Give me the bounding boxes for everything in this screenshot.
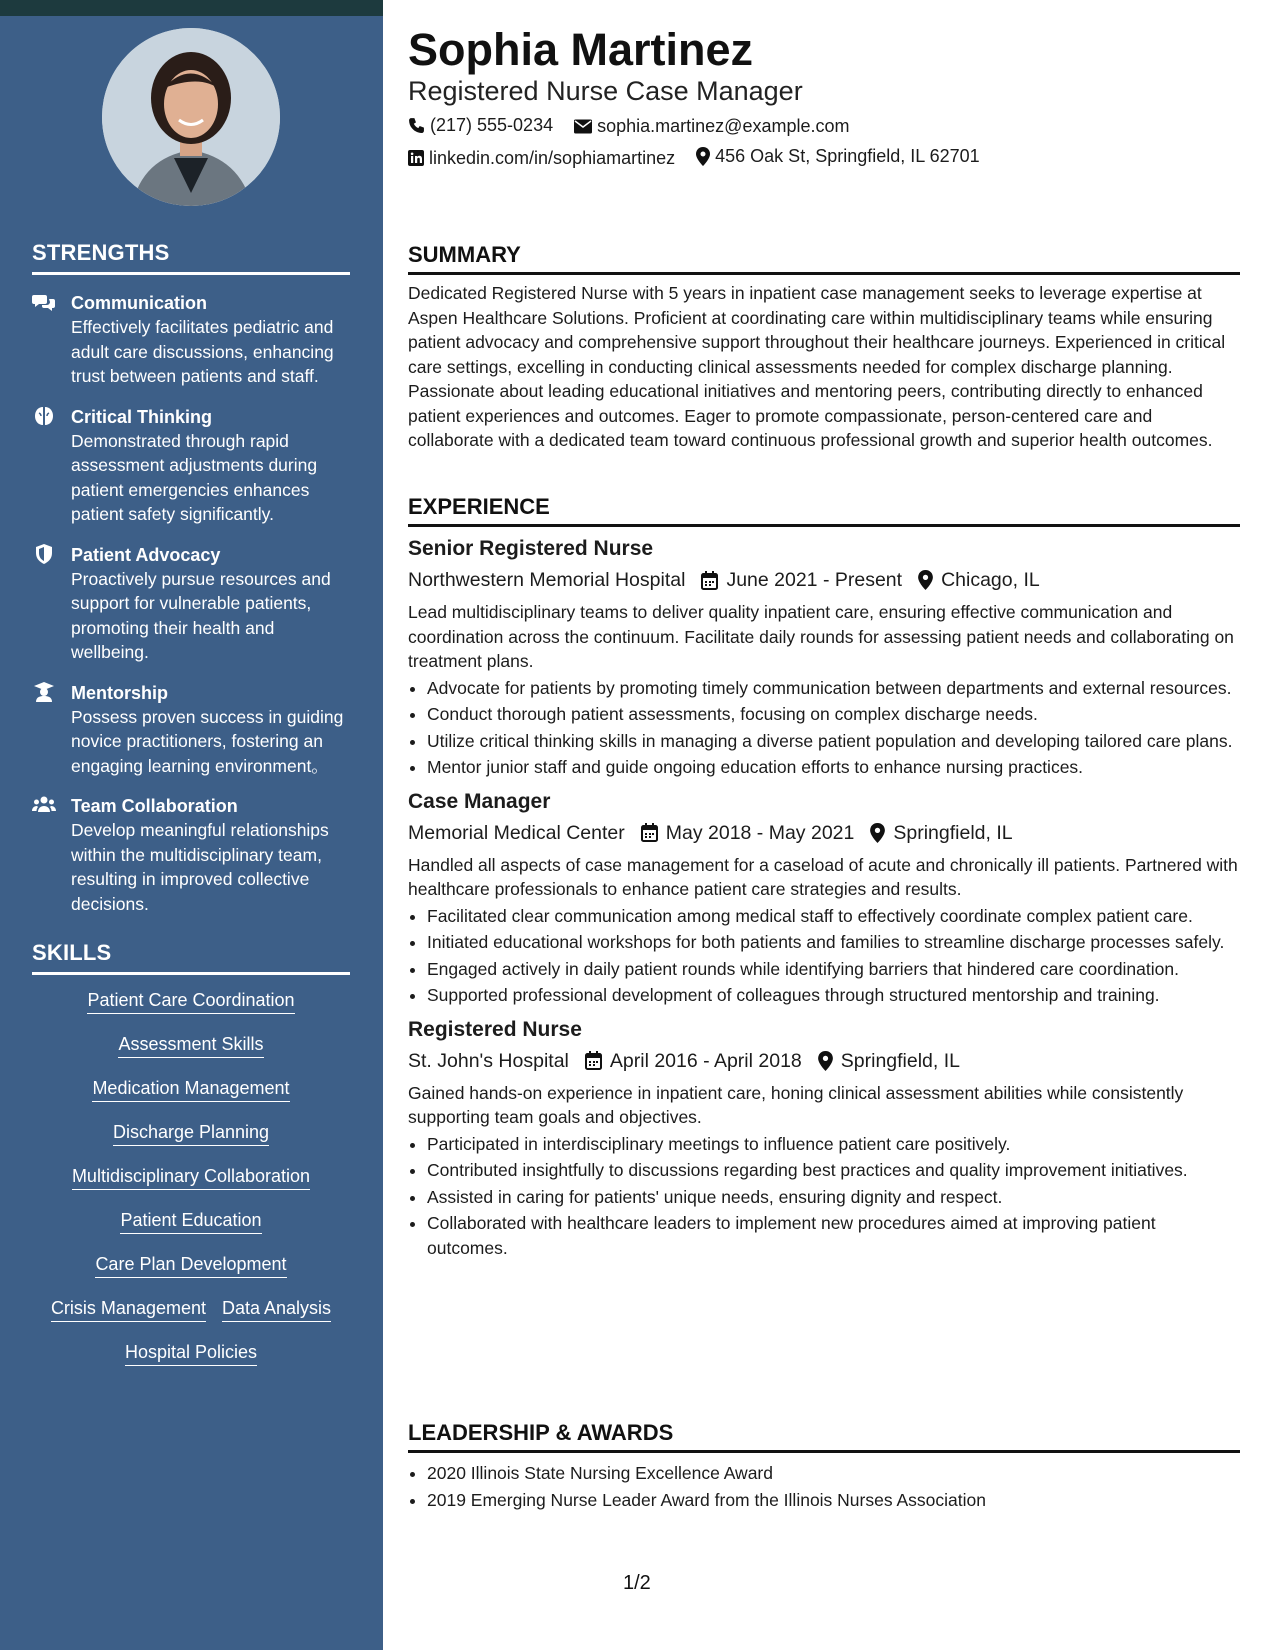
job-dates: June 2021 - Present xyxy=(726,569,903,591)
employer: Northwestern Memorial Hospital xyxy=(408,569,686,591)
email-address: sophia.martinez@example.com xyxy=(597,116,850,136)
job-bullet: • Initiated educational workshops for both patients and families to streamline discharge processes safely. xyxy=(427,930,1240,955)
skill-tag: Care Plan Development xyxy=(95,1253,286,1278)
linkedin-contact[interactable] xyxy=(408,146,675,170)
award-item: • 2019 Emerging Nurse Leader Award from the Illinois Nurses Association xyxy=(427,1488,1240,1513)
users-icon xyxy=(32,795,56,815)
skill-tag: Crisis Management xyxy=(51,1297,206,1322)
map-marker-icon xyxy=(818,1051,833,1071)
skill-tag: Patient Education xyxy=(120,1209,261,1234)
job-bullets xyxy=(408,1132,1240,1261)
job-bullet: • Supported professional development of colleagues through structured mentorship and training. xyxy=(427,983,1240,1008)
job-title: Registered Nurse xyxy=(408,1017,582,1041)
job-meta xyxy=(408,1047,1240,1075)
calendar-icon xyxy=(585,1051,602,1070)
job-bullets xyxy=(408,904,1240,1008)
skill-tag: Patient Care Coordination xyxy=(87,989,294,1014)
leadership-section xyxy=(408,1420,1240,1514)
employer: St. John's Hospital xyxy=(408,1049,569,1072)
strength-description: Proactively pursue resources and support for vulnerable patients, promoting their health and wellbeing. xyxy=(71,568,331,662)
job-bullet: • Engaged actively in daily patient rounds while identifying barriers that hindered care coordination. xyxy=(427,957,1240,982)
job-bullet: • Participated in interdisciplinary meetings to influence patient care positively. xyxy=(427,1132,1240,1157)
job-entry xyxy=(408,788,1240,1008)
strength-item xyxy=(32,543,350,665)
strength-item xyxy=(32,405,350,527)
page-number: 1/2 xyxy=(623,1572,651,1594)
job-location: Chicago, IL xyxy=(941,569,1040,591)
skill-tag: Multidisciplinary Collaboration xyxy=(72,1165,310,1190)
job-dates: April 2016 - April 2018 xyxy=(609,1049,802,1072)
strength-item xyxy=(32,681,350,779)
top-accent-bar xyxy=(0,0,383,16)
experience-heading: EXPERIENCE xyxy=(408,494,1240,527)
strength-item xyxy=(32,794,350,916)
skills-list xyxy=(32,989,350,1366)
calendar-icon xyxy=(641,823,658,842)
summary-text: Dedicated Registered Nurse with 5 years in inpatient case management seeks to leverage expertise at Aspen Healthcare Solutions. Proficient at coordinating care within multidisciplinary teams while ensuring patient advocacy and comprehensive support throughout their healthcare journeys. Experienced in critical care settings, excelling in conducting clinical assessments needed for complex discharge planning. Passionate about leading educational initiatives and mentoring peers, contributing directly to enhanced patient experiences and outcomes. Eager to promote compassionate, person-centered care and collaborate with a dedicated team toward continuous professional growth and superior health outcomes. xyxy=(408,283,1226,450)
linkedin-url: linkedin.com/in/sophiamartinez xyxy=(429,147,676,168)
job-location: Springfield, IL xyxy=(840,1049,961,1072)
job-bullet: • Facilitated clear communication among medical staff to effectively coordinate complex patient care. xyxy=(427,904,1240,929)
award-item: • 2020 Illinois State Nursing Excellence Award xyxy=(427,1461,1240,1486)
job-description: Lead multidisciplinary teams to deliver quality inpatient care, ensuring effective communication and coordination across the continuum. Facilitate daily rounds for assessing patient needs and collaborating on treatment plans. xyxy=(408,602,1234,671)
strength-item xyxy=(32,291,350,389)
phone-icon xyxy=(408,117,425,134)
job-title: Senior Registered Nurse xyxy=(408,537,654,560)
strengths-heading: STRENGTHS xyxy=(32,240,350,275)
strength-description: Demonstrated through rapid assessment adjustments during patient emergencies enhances patient safety significantly. xyxy=(71,430,318,524)
job-entry xyxy=(408,535,1240,780)
sidebar xyxy=(0,16,383,1650)
graduate-icon xyxy=(32,682,56,702)
contact-row xyxy=(408,144,996,172)
calendar-icon xyxy=(701,571,718,590)
address-text: 456 Oak St, Springfield, IL 62701 xyxy=(715,146,980,166)
job-entry xyxy=(408,1016,1240,1261)
skill-tag: Assessment Skills xyxy=(118,1033,263,1058)
job-bullets xyxy=(408,676,1240,780)
strengths-section xyxy=(32,240,350,916)
linkedin-icon xyxy=(408,150,424,166)
job-bullet: • Assisted in caring for patients' unique needs, ensuring dignity and respect. xyxy=(427,1185,1240,1210)
job-location: Springfield, IL xyxy=(893,821,1013,844)
strength-description: Develop meaningful relationships within the multidisciplinary team, resulting in improved collective decisions. xyxy=(71,820,329,914)
phone-number: (217) 555-0234 xyxy=(430,115,554,135)
email-contact[interactable] xyxy=(574,114,849,138)
employer: Memorial Medical Center xyxy=(408,821,625,844)
envelope-icon xyxy=(574,119,592,134)
job-bullet: • Utilize critical thinking skills in managing a diverse patient population and developing tailored care plans. xyxy=(427,729,1240,754)
comments-icon xyxy=(32,292,56,312)
skill-tag: Discharge Planning xyxy=(113,1121,269,1146)
job-description: Gained hands-on experience in inpatient care, honing clinical assessment abilities while consistently supporting team goals and objectives. xyxy=(408,1082,1184,1127)
job-dates: May 2018 - May 2021 xyxy=(665,821,855,844)
candidate-name: Sophia Martinez xyxy=(408,24,754,75)
brain-icon xyxy=(32,406,56,426)
job-meta xyxy=(408,819,1240,847)
skills-section xyxy=(32,940,350,1385)
address-contact xyxy=(696,144,980,168)
phone-contact[interactable] xyxy=(408,113,553,137)
skills-heading: SKILLS xyxy=(32,940,350,975)
awards-list xyxy=(408,1461,1240,1512)
strength-name: Patient Advocacy xyxy=(71,544,221,565)
shield-icon xyxy=(32,544,56,564)
summary-heading: SUMMARY xyxy=(408,242,1240,275)
job-bullet: • Collaborated with healthcare leaders to implement new procedures aimed at improving patient outcomes. xyxy=(427,1211,1240,1260)
strength-name: Mentorship xyxy=(71,682,168,703)
map-marker-icon xyxy=(870,823,885,843)
map-marker-icon xyxy=(918,570,933,590)
job-bullet: • Contributed insightfully to discussions regarding best practices and quality improvement initiatives. xyxy=(427,1158,1240,1183)
strength-description: Effectively facilitates pediatric and adult care discussions, enhancing trust between patients and staff. xyxy=(71,317,334,386)
job-bullet: • Conduct thorough patient assessments, focusing on complex discharge needs. xyxy=(427,702,1240,727)
leadership-heading: LEADERSHIP & AWARDS xyxy=(408,1420,1240,1453)
skill-tag: Hospital Policies xyxy=(125,1341,257,1366)
strength-description: Possess proven success in guiding novice practitioners, fostering an engaging learning environment。 xyxy=(71,706,344,776)
job-title: Case Manager xyxy=(408,789,551,813)
strength-name: Team Collaboration xyxy=(71,796,238,816)
job-bullet: • Advocate for patients by promoting timely communication between departments and external resources. xyxy=(427,676,1240,701)
profile-photo xyxy=(102,28,280,206)
job-headline: Registered Nurse Case Manager xyxy=(408,76,803,106)
job-bullet: • Mentor junior staff and guide ongoing education efforts to enhance nursing practices. xyxy=(427,755,1240,780)
map-marker-icon xyxy=(696,147,710,166)
skill-tag: Data Analysis xyxy=(222,1297,331,1322)
job-meta xyxy=(408,566,1240,594)
strength-name: Communication xyxy=(71,293,208,313)
experience-section xyxy=(408,494,1240,1262)
contact-row xyxy=(408,113,866,140)
summary-section xyxy=(408,242,1240,453)
strength-name: Critical Thinking xyxy=(71,406,213,427)
skill-tag: Medication Management xyxy=(92,1077,289,1102)
job-description: Handled all aspects of case management for a caseload of acute and chronically ill patients. Partnered with healthcare professionals to enhance patient care strategies and results. xyxy=(408,854,1238,899)
